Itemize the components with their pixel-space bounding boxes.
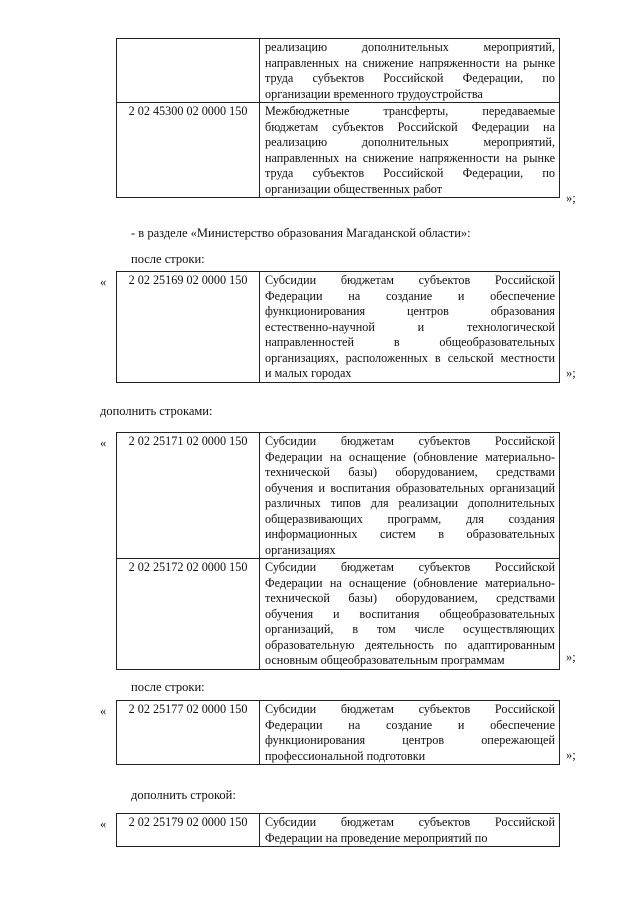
description-line: направленностей в общеобразовательных (265, 335, 555, 349)
table-5-open-quote: « (100, 817, 107, 831)
description-line: Федерации на создание и обеспечение (265, 717, 555, 732)
table-row (117, 433, 559, 558)
description-line: функционирования центров опережающей (265, 733, 555, 747)
table-row (117, 102, 559, 197)
table-5 (116, 813, 560, 847)
description-line: обучения и воспитания общеобразовательных (265, 606, 555, 621)
description-cell (260, 103, 559, 197)
description-line: Субсидии бюджетам субъектов Российской (265, 434, 555, 448)
table-4-open-quote: « (100, 704, 107, 718)
budget-code-cell: 2 02 25179 02 0000 150 (117, 814, 260, 846)
table-row (117, 272, 559, 382)
description-line: Межбюджетные трансферты, передаваемые (265, 104, 555, 118)
paragraph-after-row-2: после строки: (131, 680, 205, 694)
description-line: реализацию дополнительных мероприятий, (265, 40, 555, 54)
description-line: Федерации на оснащение (обновление материально- (265, 449, 555, 464)
table-2-open-quote: « (100, 275, 107, 289)
budget-code-cell: 2 02 25171 02 0000 150 (117, 433, 260, 558)
description-line: организации временного трудоустройства (265, 86, 483, 101)
description-line: технической базы) оборудованием, средствами (265, 591, 555, 605)
description-line: организаций, в том числе осуществляющих (265, 622, 555, 636)
description-line: бюджетам субъектов Российской Федерации на (265, 119, 555, 134)
description-line: Субсидии бюджетам субъектов Российской (265, 273, 555, 287)
description-line: труда субъектов Российской Федерации, по (265, 71, 555, 85)
description-line: реализацию дополнительных мероприятий, (265, 135, 555, 149)
budget-code-cell (117, 39, 260, 102)
budget-code-cell: 2 02 45300 02 0000 150 (117, 103, 260, 197)
description-cell (260, 433, 559, 558)
table-2-close-quote: »; (566, 366, 576, 380)
description-line: Субсидии бюджетам субъектов Российской (265, 815, 555, 829)
budget-code-cell: 2 02 25169 02 0000 150 (117, 272, 260, 382)
table-3-open-quote: « (100, 436, 107, 450)
table-3 (116, 432, 560, 670)
description-line: образовательную деятельность по адаптированным (265, 637, 555, 652)
description-line: общеразвивающих программ, для создания (265, 511, 555, 526)
description-line: Федерации на создание и обеспечение (265, 288, 555, 303)
description-line: профессиональной подготовки (265, 748, 426, 763)
description-line: Субсидии бюджетам субъектов Российской (265, 560, 555, 574)
table-row (117, 39, 559, 102)
description-line: информационных систем в образовательных (265, 527, 555, 541)
description-line: направленных на снижение напряженности на рынке (265, 150, 555, 165)
description-line: Федерации на проведение мероприятий по (265, 830, 488, 845)
paragraph-section-ministry: - в разделе «Министерство образования Магаданской области»: (131, 226, 471, 240)
description-cell (260, 814, 559, 846)
budget-code-cell: 2 02 25172 02 0000 150 (117, 559, 260, 669)
description-line: различных типов для реализации дополнительных (265, 496, 555, 510)
paragraph-add-row: дополнить строкой: (131, 788, 236, 802)
description-line: организации общественных работ (265, 181, 443, 196)
table-1 (116, 38, 560, 198)
description-line: направленных на снижение напряженности на рынке (265, 55, 555, 70)
description-line: обучения и воспитания образовательных организаций (265, 480, 555, 495)
description-line: организациях, расположенных в сельской местности (265, 350, 555, 365)
table-1-close-quote: »; (566, 191, 576, 205)
budget-code-cell: 2 02 25177 02 0000 150 (117, 701, 260, 764)
description-line: труда субъектов Российской Федерации, по (265, 166, 555, 180)
paragraph-add-rows: дополнить строками: (100, 404, 213, 418)
table-row (117, 701, 559, 764)
description-line: функционирования центров образования (265, 304, 555, 318)
table-4-close-quote: »; (566, 748, 576, 762)
description-line: технической базы) оборудованием, средствами (265, 465, 555, 479)
description-line: организациях (265, 542, 336, 557)
table-3-close-quote: »; (566, 650, 576, 664)
description-cell (260, 39, 559, 102)
description-line: Субсидии бюджетам субъектов Российской (265, 702, 555, 716)
table-2 (116, 271, 560, 383)
description-line: и малых городах (265, 366, 352, 380)
description-line: Федерации на оснащение (обновление материально- (265, 575, 555, 590)
description-line: основным общеобразовательным программам (265, 653, 505, 667)
table-row (117, 558, 559, 669)
paragraph-after-row: после строки: (131, 252, 205, 266)
description-line: естественно-научной и технологической (265, 319, 555, 334)
description-cell (260, 701, 559, 764)
table-row (117, 814, 559, 846)
description-cell (260, 559, 559, 669)
description-cell (260, 272, 559, 382)
table-4 (116, 700, 560, 765)
